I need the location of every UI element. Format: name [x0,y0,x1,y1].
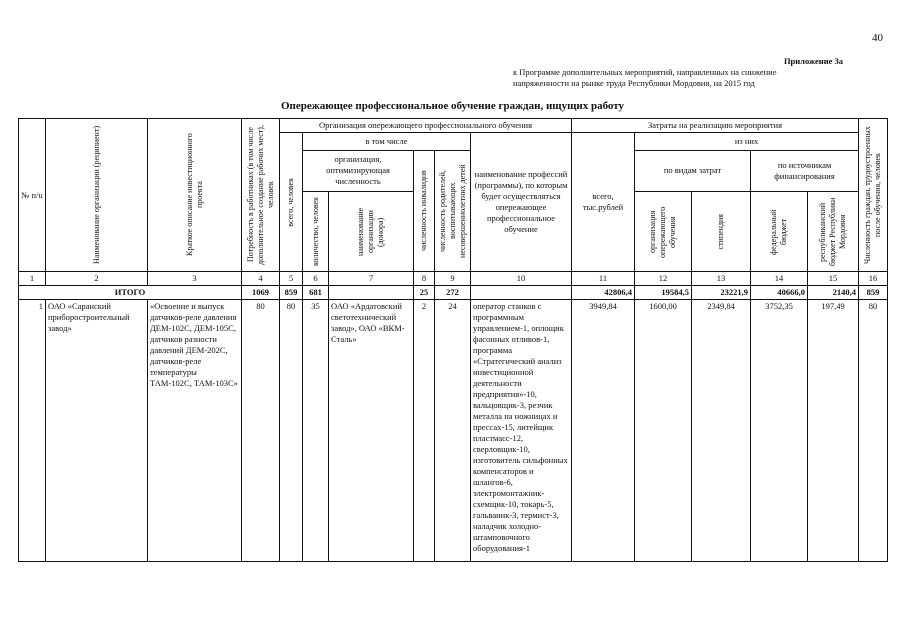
header-federal: федеральный бюджет [751,192,808,272]
column-number: 13 [692,272,751,286]
total-persons: 859 [280,286,303,300]
row-parents: 24 [435,300,471,562]
total-label: ИТОГО [19,286,242,300]
column-number: 3 [148,272,242,286]
total-org-training: 19584,5 [635,286,692,300]
header-org-name: Наименование организации (реципиент) [46,119,148,272]
row-count-persons: 35 [303,300,329,562]
total-row [19,286,888,300]
header-costs-total: всего, тыс.рублей [572,133,635,272]
appendix-line-2: напряженности на рынке труда Республики Мордовия, на 2015 год [513,78,755,88]
row-federal: 3752,35 [751,300,808,562]
column-number: 10 [471,272,572,286]
row-donor: ОАО «Ардатовский светотехнический завод», ОАО «ВКМ-Сталь» [329,300,414,562]
total-parents: 272 [435,286,471,300]
header-disabled: численность инвалидов [414,150,435,272]
total-costs: 42806,4 [572,286,635,300]
column-number: 9 [435,272,471,286]
page-number: 40 [872,32,883,44]
row-no: 1 [19,300,46,562]
header-project: Краткое описание инвестиционного проекта [148,119,242,272]
row-employed: 80 [859,300,888,562]
column-number: 12 [635,272,692,286]
total-professions [471,286,572,300]
appendix-title: Приложение 3а [783,56,843,66]
appendix-line-1: к Программе дополнительных мероприятий, направленных на снижение [513,67,777,77]
row-org-training: 1600,00 [635,300,692,562]
header-group-costs: Затраты на реализацию мероприятия [572,119,859,133]
table-row [19,300,888,562]
document-title: Опережающее профессиональное обучение граждан, ищущих работу [280,100,625,112]
header-org-training: организация опережающего обучения [635,192,692,272]
column-number: 11 [572,272,635,286]
column-number: 2 [46,272,148,286]
header-professions: наименование профессий (программы), по которым будет осуществляться опережающее профессиональное обучение [471,133,572,272]
column-number: 7 [329,272,414,286]
total-employed: 859 [859,286,888,300]
header-org-donor-name: наименование организации (донора) [329,192,414,272]
appendix-block [513,56,843,89]
column-number: 5 [280,272,303,286]
column-number: 15 [808,272,859,286]
column-numbers-row [19,272,888,286]
row-republican: 197,49 [808,300,859,562]
header-by-source: по источникам финансирования [751,150,859,192]
header-no: № п/u [19,119,46,272]
header-row-1 [19,119,888,133]
header-republican: республиканский бюджет Республики Мордовия [808,192,859,272]
column-number: 14 [751,272,808,286]
total-stipend: 23221,9 [692,286,751,300]
header-optimizing-org: организация, оптимизирующая численность [303,150,414,192]
total-disabled: 25 [414,286,435,300]
row-total-persons: 80 [280,300,303,562]
column-number: 4 [242,272,280,286]
total-count-persons: 681 [303,286,329,300]
row-need: 80 [242,300,280,562]
row-org-name: ОАО «Саранский приборостроительный завод» [46,300,148,562]
row-costs-total: 3949,84 [572,300,635,562]
total-republican: 2140,4 [808,286,859,300]
total-need: 1069 [242,286,280,300]
header-by-type: по видам затрат [635,150,751,192]
column-number: 8 [414,272,435,286]
header-of-them: из них [635,133,859,151]
training-table [18,118,888,562]
column-number: 1 [19,272,46,286]
header-count-persons: количество, человек [303,192,329,272]
header-group-training: Организация опережающего профессионального обучения [280,119,572,133]
header-stipend: стипендия [692,192,751,272]
total-donor [329,286,414,300]
column-number: 6 [303,272,329,286]
header-parents: численность родителей, воспитывающих несовершеннолетних детей [435,150,471,272]
total-federal: 40666,0 [751,286,808,300]
column-number: 16 [859,272,888,286]
header-need: Потребность в работниках (в том числе дополнительное создание рабочих мест), человек [242,119,280,272]
row-professions: оператор станков с программным управлением-1, оплощик фасонных отливов-1, программа «Стратегический анализ инвестиционной деятельности предприятия»-10, вальцовщик-3, резчик металла на ножницах и прессах-15, литейщик пластмасс-12, сверловщик-10, изготовитель сильфонных компенсаторов и шлангов-6, электромонтажник-схемщик-10, токарь-5, гальваник-3, термист-3, наладчик холодно-штамповочного оборудования-1 [471,300,572,562]
header-total-persons: всего, человек [280,133,303,272]
header-incl: в том числе [303,133,471,151]
row-disabled: 2 [414,300,435,562]
row-stipend: 2349,84 [692,300,751,562]
header-employed: Численность граждан, трудоустроенных после обучения, человек [859,119,888,272]
row-project: «Освоение и выпуск датчиков-реле давления ДЕМ-102С, ДЕМ-105С, датчиков разности давлений ДЕМ-202С, датчиков-реле температуры ТАМ-102С, ТАМ-103С» [148,300,242,562]
